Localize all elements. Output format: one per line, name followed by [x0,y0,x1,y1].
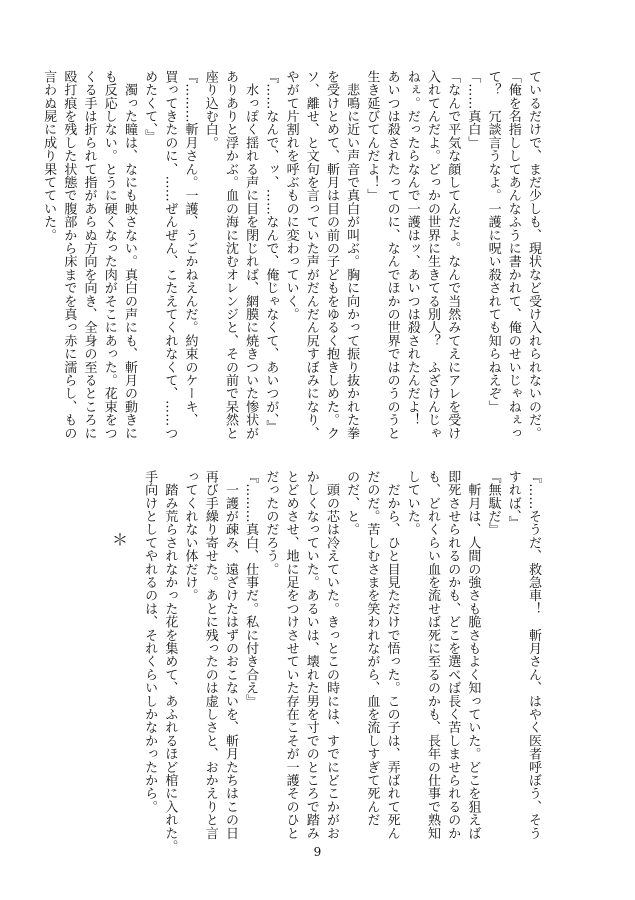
text-block-upper [41,70,543,460]
text-line: ソ、離せ、と文句を言っていた声がだんだん尻すぼみになり、 [303,70,319,440]
scene-break-asterisk: ＊ [111,530,128,549]
text-line: かしくなっていた。あるいは、壊れた男を寸でのところで踏み [303,470,319,840]
text-line: 座り込む白。 [202,70,218,150]
text-line: て？ 冗談言うなよ。一護に呪い殺されても知らねえぞ」 [485,70,501,414]
text-line: 買ってきたのに、……ぜんぜん、こたえてくれなくて、……つ [162,70,178,440]
text-line: 即死させられるのかも、どこを選べば長く苦しませられるのか [445,470,461,840]
text-line: 悲鳴に近い声音で真白が叫ぶ。胸に向かって振り抜かれた拳 [344,70,360,440]
text-line: 頭の芯は冷えていた。きっとこの時には、すでにどこかがお [323,470,339,840]
text-line: 「なんで平気な顔してんだよ。なんで当然みてえにアレを受け [445,70,461,440]
text-line: だったのだろう。 [263,470,279,576]
text-line: すれば、』 [505,470,521,530]
text-line: 再び手繰り寄せた。あとに残ったのは虚しさと、おかえりと言 [202,470,218,840]
text-line: 斬月は、人間の強さも脆さもよく知っていた。どこを狙えば [465,470,481,840]
text-line: 水っぽく揺れる声に目を閉じれば、網膜に焼きついた惨状が [243,70,259,440]
text-line: やがて片割れを呼ぶものに変わっていく。 [283,70,299,321]
text-line: 『………真白、仕事だ。私に付き合え』 [243,470,259,708]
text-line: 「……真白」 [465,70,481,150]
text-line: あいつは殺されたってのに、なんでほかの世界ではのうのうと [384,70,400,440]
text-line: 『………斬月さん。一護、うごかねえんだ。約束のケーキ、 [182,70,198,427]
text-line: 濁った瞳は、なにも映さない。真白の声にも、斬月の動きに [121,70,137,440]
text-line: していた。 [404,470,420,536]
text-line: だのだ。苦しむさまを笑われながら、血を流しすぎて死んだ [364,470,380,827]
text-line: も反応しない。とうに硬くなった肉がそこにあった。花束をつ [101,70,117,440]
text-line: のだ、と。 [344,470,360,536]
text-line: ってくれない体だけ。 [182,470,198,602]
text-line: ありありと浮かぶ。血の海に沈むオレンジと、その前で呆然と [222,70,238,440]
page-number: 9 [313,845,322,859]
text-line: くる手は折られて指があらぬ方向を向き、全身の至るところに [81,70,97,440]
text-line: も、どれくらい血を流せば死に至るのかも、長年の仕事で熟知 [424,470,440,840]
text-line: ているだけで、まだ少しも、現状など受け入れられないのだ。 [526,70,541,440]
text-line: 言わぬ屍に成り果てていた。 [41,70,57,242]
text-line: めたくて、』 [142,70,158,143]
text-line: 殴打痕を残した状態で腹部から床までを真っ赤に濡らし、もの [61,70,77,440]
text-line: 手向けとしてやれるのは、それくらいしかなかったから。 [142,470,158,814]
text-line: 踏み荒らされなかった花を集めて、あふれるほど棺に入れた。 [162,470,178,853]
text-line: 『無駄だ』 [485,470,501,536]
text-line: 入れてんだよ。どっかの世界に生きてる別人？ ふざけんじゃ [424,70,440,440]
text-line: 『……なんで、ッ、……なんで、俺じゃなくて、あいつが、』 [263,70,279,434]
text-block-lower [97,470,543,860]
text-line: ねぇ。だったらなんで一護はッ、あいつは殺されたんだよ！ [404,70,420,427]
text-line: だから、ひと目見ただけで悟った。この子は、弄ばれて死ん [384,470,400,840]
text-line: 一護が疎み、遠ざけたはずのおこないを、斬月たちはこの日 [222,470,238,840]
text-line: 「俺を名指ししてあんなふうに書かれて、俺のせいじゃねぇっ [505,70,521,440]
text-line: 『……そうだ、救急車！ 斬月さん、はやく医者呼ぼう、そう [526,470,541,840]
text-line: を受けとめて、斬月は目の前の子どもをゆるく抱きしめた。ク [323,70,339,440]
text-line: とどめさせ、地に足をつけさせていた存在こそが一護そのひと [283,470,299,840]
text-line: 生き延びてんだよ！」 [364,70,380,202]
